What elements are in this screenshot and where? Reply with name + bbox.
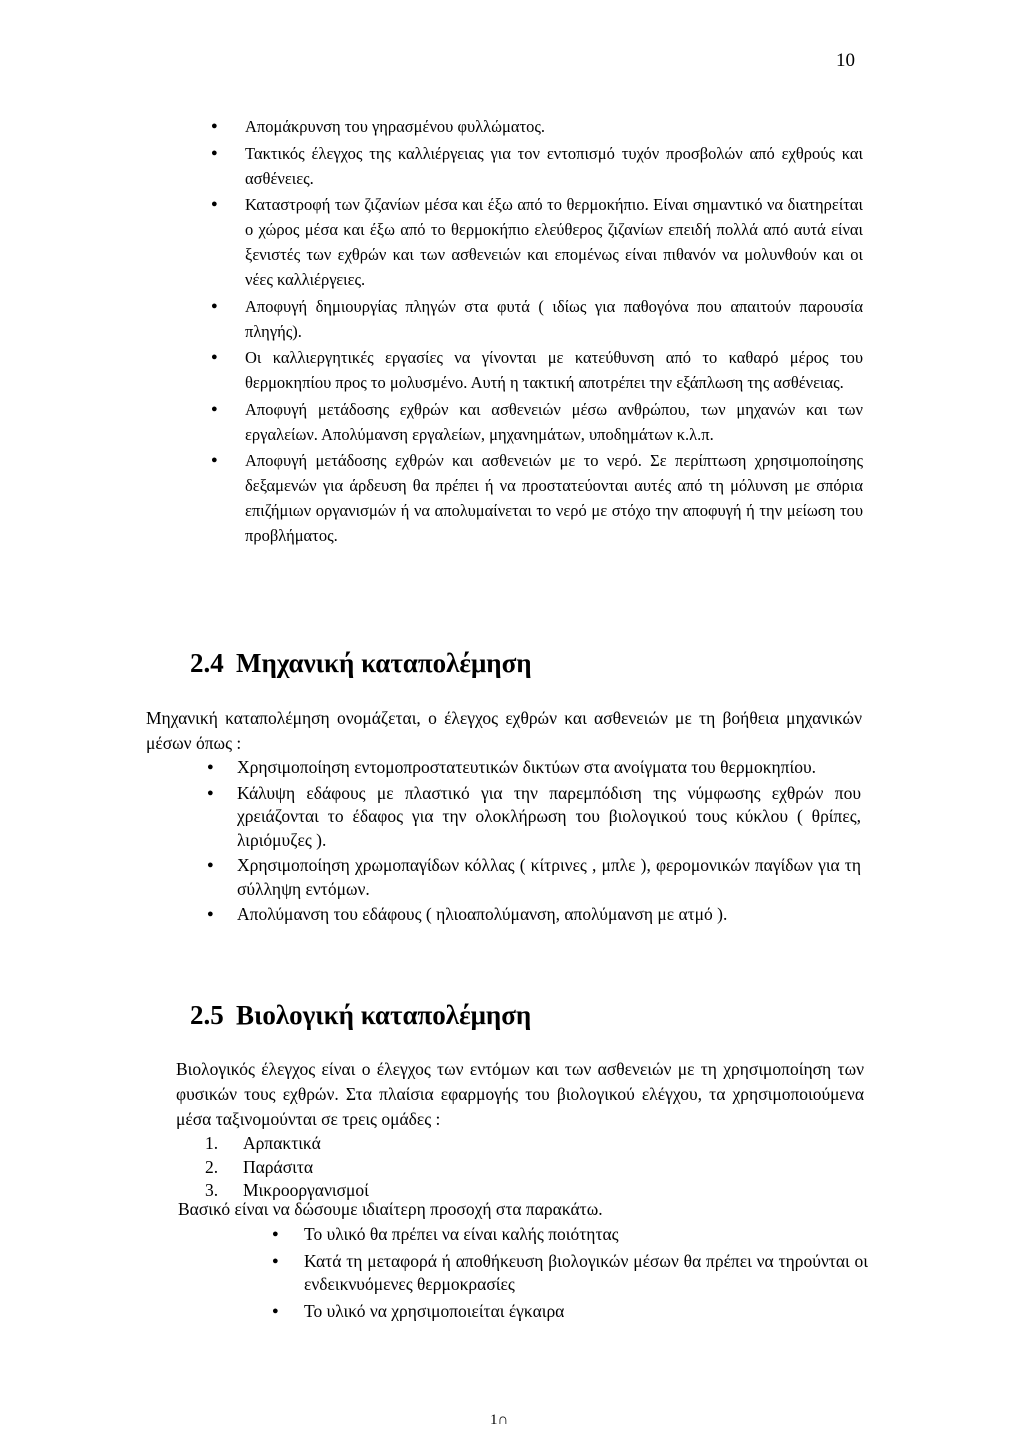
list-item: ● Το υλικό να χρησιμοποιείται έγκαιρα [304,1300,868,1323]
biological-note: Βασικό είναι να δώσουμε ιδιαίτερη προσοχή στα παρακάτω. [178,1199,603,1219]
list-item: ● Αποφυγή μετάδοσης εχθρών και ασθενειών μέσω ανθρώπου, των μηχανών και των εργαλείων. Απολύμανση εργαλείων, μηχανημάτων, υποδημάτων κ.λ.π. [245,397,863,447]
section-number: 2.5 [190,1000,224,1030]
section-number: 2.4 [190,648,224,678]
list-item: ● Κάλυψη εδάφους με πλαστικό για την παρεμπόδιση της νύμφωσης εχθρών που χρειάζονται το έδαφος για την ολοκλήρωση του βιολογικού τους κύκλου ( θρίπες, λιριόμυζες ). [237,782,861,853]
list-item: ● Οι καλλιεργητικές εργασίες να γίνονται με κατεύθυνση από το καθαρό μέρος του θερμοκηπίου προς το μολυσμένο. Αυτή η τακτική αποτρέπει την εξάπλωση της ασθένειας. [245,345,863,395]
section-title: Βιολογική καταπολέμηση [236,1000,532,1030]
list-item: ● Απομάκρυνση του γηρασμένου φυλλώματος. [245,114,863,139]
list-item [205,1156,369,1180]
section-heading-mechanical [190,648,532,679]
list-item [205,1132,369,1156]
mechanical-intro-paragraph: Μηχανική καταπολέμηση ονομάζεται, ο έλεγχος εχθρών και ασθενειών με τη βοήθεια μηχανικών μέσων όπως : [146,708,862,753]
list-item: ● Χρησιμοποίηση εντομοπροστατευτικών δικτύων στα ανοίγματα του θερμοκηπίου. [237,756,861,780]
mechanical-methods-list [237,756,861,929]
item-number: 3. [205,1180,219,1200]
page-number-bottom: 1∩ [490,1412,509,1428]
list-item: ● Χρησιμοποίηση χρωμοπαγίδων κόλλας ( κίτρινες , μπλε ), φερομονικών παγίδων για τη σύλληψη εντόμων. [237,854,861,901]
list-item: ● Το υλικό θα πρέπει να είναι καλής ποιότητας [304,1223,868,1246]
item-number: 1. [205,1133,219,1153]
item-number: 2. [205,1156,219,1177]
prevention-list [245,114,863,550]
item-label: Αρπακτικά [243,1133,321,1153]
list-item: ● Αποφυγή δημιουργίας πληγών στα φυτά ( ιδίως για παθογόνα που απαιτούν παρουσία πληγής). [245,294,863,344]
biological-intro-paragraph: Βιολογικός έλεγχος είναι ο έλεγχος των εντόμων και των ασθενειών με τη χρησιμοποίηση των φυσικών τους εχθρών. Στα πλαίσια εφαρμογής του βιολογικού ελέγχου, τα χρησιμοποιούμενα μέσα ταξινομούνται σε τρεις ομάδες : [176,1059,864,1129]
list-item: ● Καταστροφή των ζιζανίων μέσα και έξω από το θερμοκήπιο. Είναι σημαντικό να διατηρείται ο χώρος μέσα και έξω από το θερμοκήπιο ελεύθερος ζιζανίων επειδή πολλά από αυτά είναι ξενιστές των εχθρών και των ασθενειών και επομένως είναι πιθανόν να μολυνθούν και οι νέες καλλιέργειες. [245,192,863,292]
list-item: ● Τακτικός έλεγχος της καλλιέργειας για τον εντοπισμό τυχόν προσβολών από εχθρούς και ασθένειες. [245,141,863,191]
item-label: Παράσιτα [243,1156,314,1177]
list-item: ● Αποφυγή μετάδοσης εχθρών και ασθενειών με το νερό. Σε περίπτωση χρησιμοποίησης δεξαμενών για άρδευση θα πρέπει ή να προστατεύονται αυτές από τη μόλυνση με σπόρια επιζήμιων οργανισμών ή να απολυμαίνεται το νερό με στόχο την αποφυγή ή την μείωση του προβλήματος. [245,448,863,548]
biological-guidelines-list [304,1223,868,1327]
section-title: Μηχανική καταπολέμηση [236,648,532,678]
biological-groups-list [205,1132,369,1203]
list-item: ● Απολύμανση του εδάφους ( ηλιοαπολύμανση, απολύμανση με ατμό ). [237,903,861,927]
list-item: ● Κατά τη μεταφορά ή αποθήκευση βιολογικών μέσων θα πρέπει να τηρούνται οι ενδεικνυόμενες θερμοκρασίες [304,1250,868,1296]
section-heading-biological [190,1000,531,1031]
page-number-top: 10 [836,50,855,71]
item-label: Μικροοργανισμοί [243,1180,369,1200]
